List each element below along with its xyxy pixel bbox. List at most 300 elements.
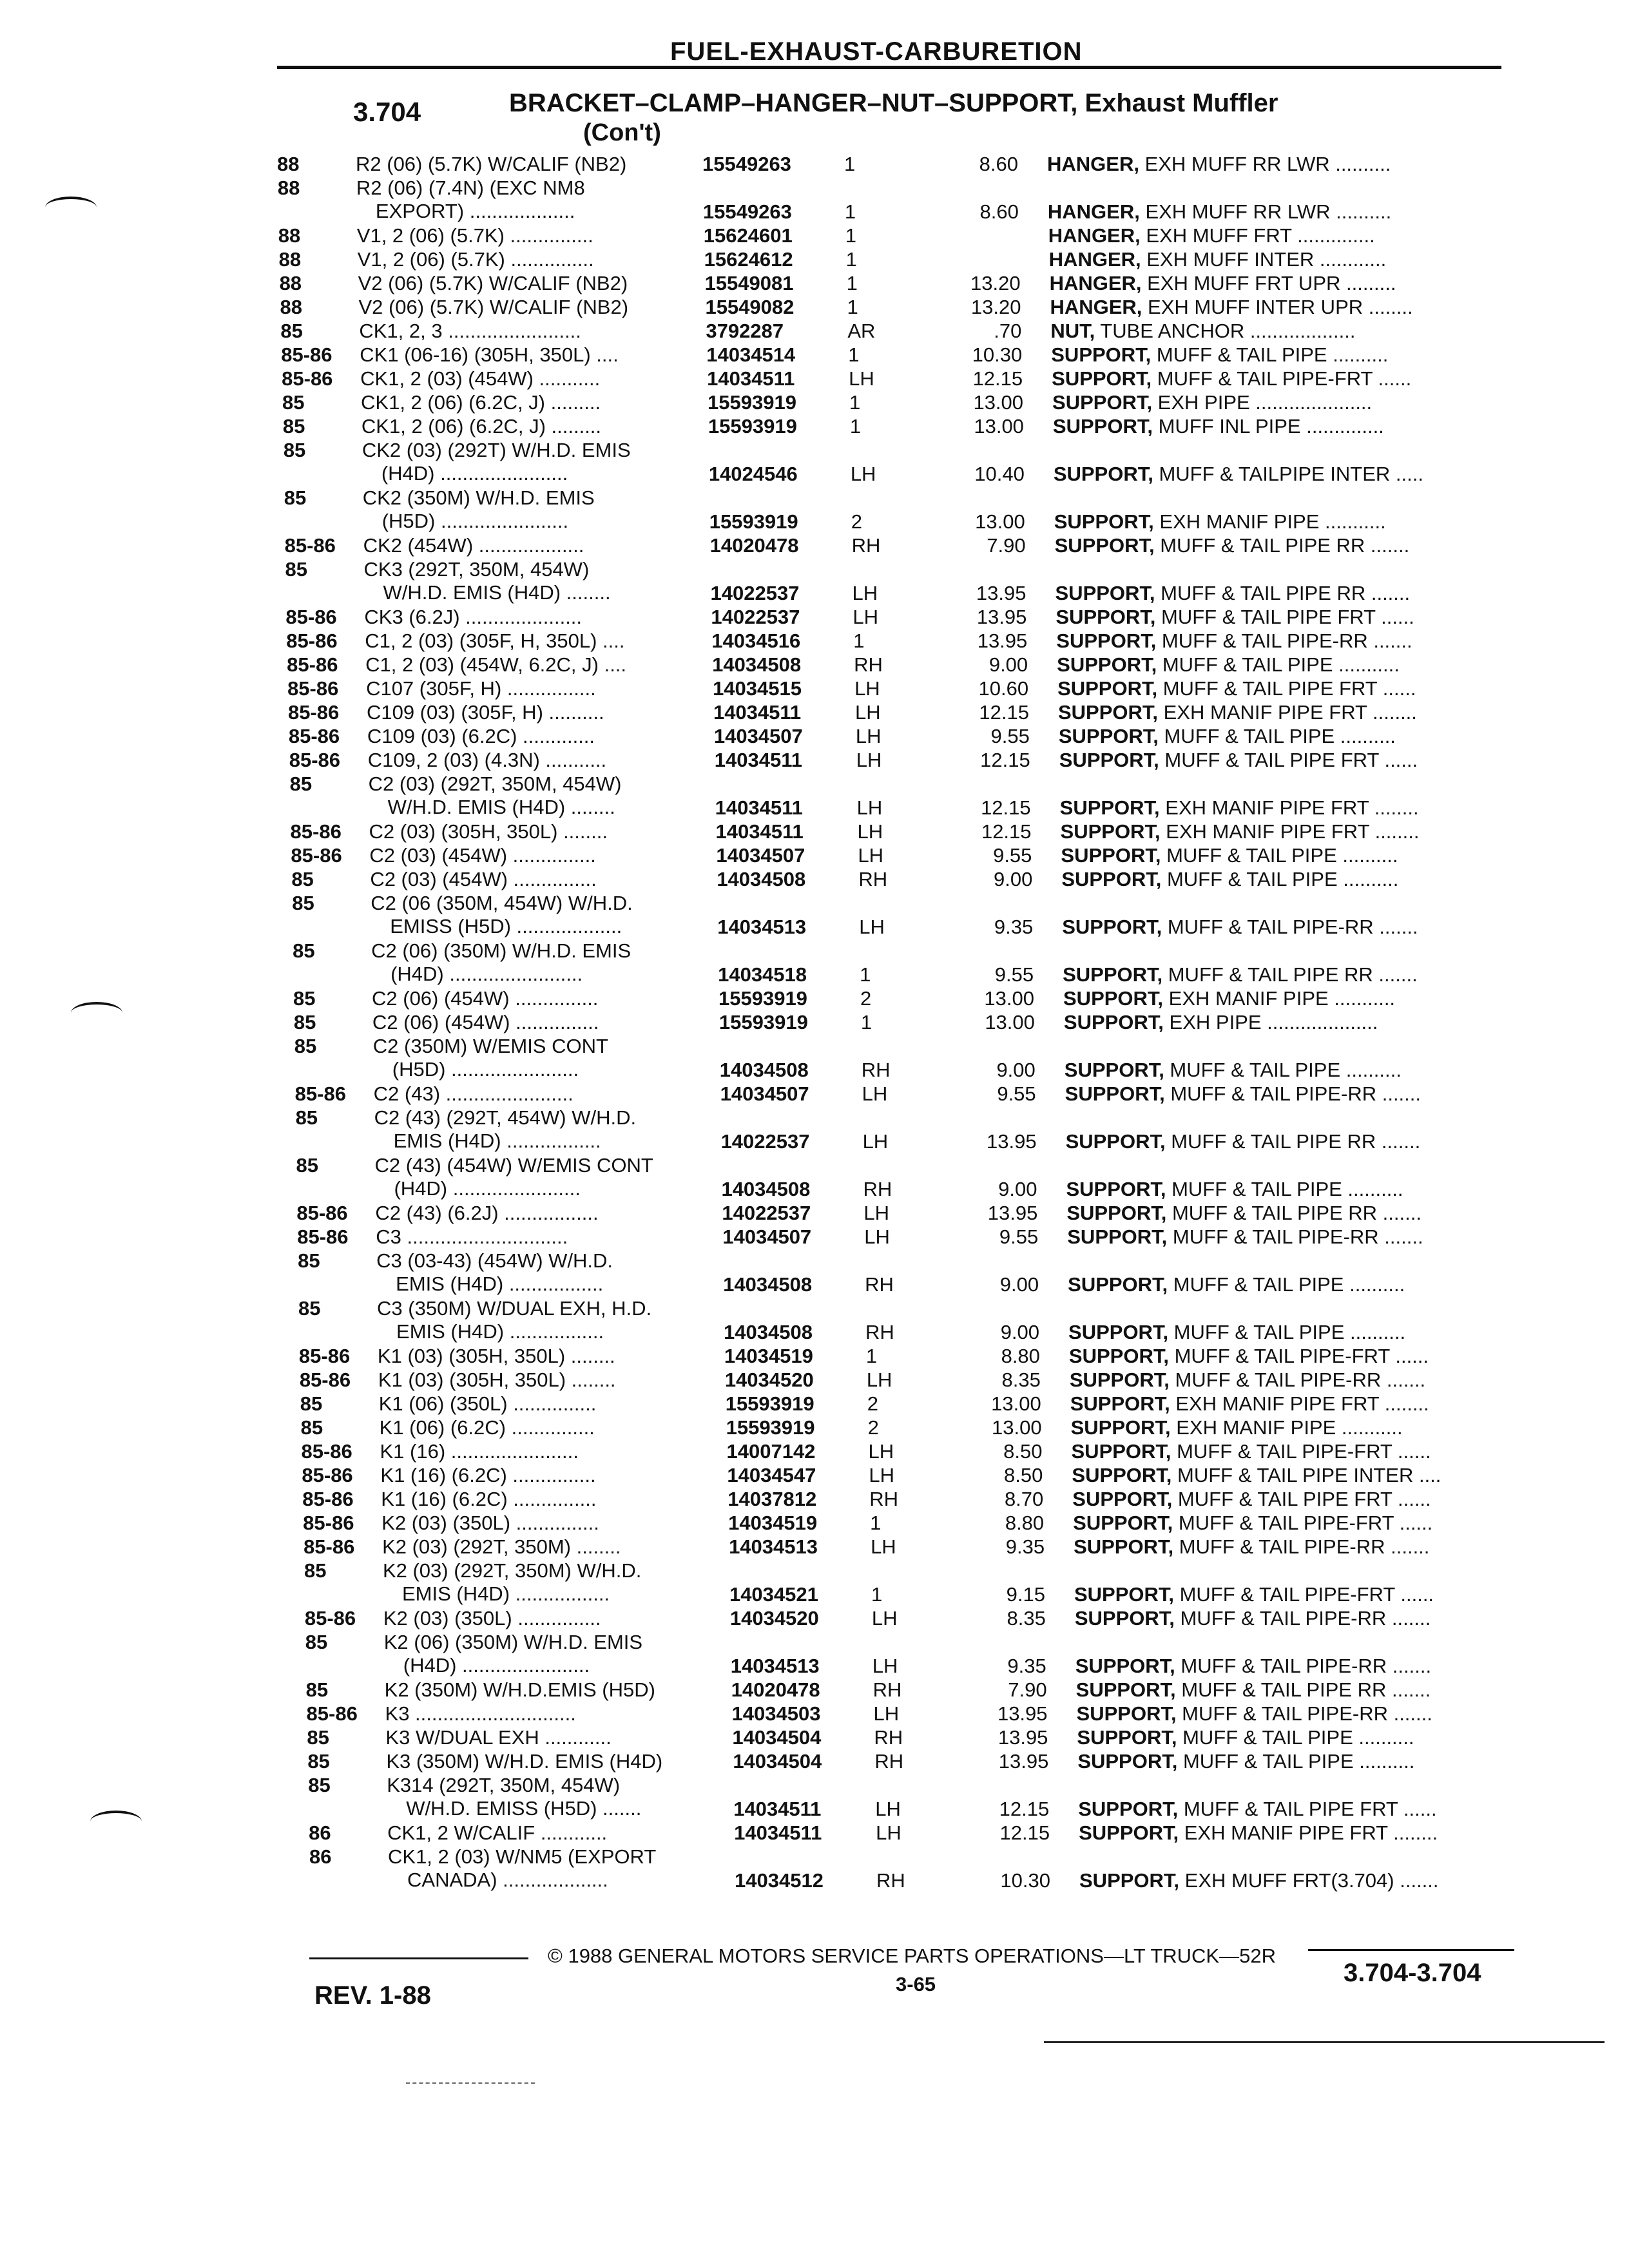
price: 9.00 xyxy=(998,1178,1037,1200)
quantity: LH xyxy=(856,796,883,819)
description-line: CK1, 2 (06) (6.2C, J) ......... xyxy=(361,415,602,437)
part-name xyxy=(1069,1345,1546,1368)
part-number: 3792287 xyxy=(706,320,784,342)
quantity: RH xyxy=(861,1059,891,1081)
section-number: 3.704 xyxy=(353,97,421,127)
description-line: C2 (06) (350M) W/H.D. EMIS xyxy=(371,939,631,962)
part-name-detail: EXH MANIF PIPE FRT ........ xyxy=(1179,1821,1438,1844)
model-year-code: 88 xyxy=(278,248,302,271)
quantity: LH xyxy=(850,463,876,485)
model-year-code: 85-86 xyxy=(281,343,333,366)
revision-label: REV. 1-88 xyxy=(314,1981,431,2010)
model-year-code: 85 xyxy=(298,1297,321,1320)
parts-row xyxy=(291,868,1554,892)
part-name-noun: SUPPORT, xyxy=(1075,1655,1175,1677)
part-name-noun: SUPPORT, xyxy=(1072,1488,1173,1510)
part-name-detail: MUFF & TAIL PIPE FRT ...... xyxy=(1157,677,1416,700)
price: 13.20 xyxy=(970,296,1021,318)
price: 13.95 xyxy=(987,1202,1038,1224)
price: 8.35 xyxy=(1007,1607,1046,1629)
part-name-noun: SUPPORT, xyxy=(1077,1726,1177,1749)
part-number: 14034504 xyxy=(733,1750,822,1773)
part-name-noun: HANGER, xyxy=(1047,200,1140,223)
description-line: (H4D) ........................ xyxy=(390,963,583,985)
description-line: C109, 2 (03) (4.3N) ........... xyxy=(367,749,607,771)
application-description xyxy=(386,1750,747,1773)
part-name xyxy=(1055,582,1532,605)
quantity: RH xyxy=(851,534,881,557)
part-name xyxy=(1077,1726,1554,1749)
part-number: 14022537 xyxy=(711,606,800,628)
quantity: LH xyxy=(854,677,880,700)
description-line: CK1, 2 (06) (6.2C, J) ......... xyxy=(361,391,601,414)
part-name-noun: SUPPORT, xyxy=(1073,1512,1173,1534)
part-name-detail: MUFF & TAIL PIPE .......... xyxy=(1166,1178,1403,1200)
price: 10.30 xyxy=(972,343,1023,366)
quantity: LH xyxy=(857,820,883,843)
part-name-detail: MUFF & TAIL PIPE-FRT ...... xyxy=(1152,367,1412,390)
quantity: LH xyxy=(875,1798,901,1820)
model-year-code: 85-86 xyxy=(286,629,338,652)
part-name-detail: MUFF & TAIL PIPE-RR ....... xyxy=(1176,1702,1432,1725)
model-year-code: 85 xyxy=(300,1392,323,1415)
price: 9.55 xyxy=(994,963,1034,986)
application-description xyxy=(375,1202,736,1225)
part-number: 14034508 xyxy=(723,1273,813,1296)
parts-row xyxy=(304,1559,1567,1607)
parts-row xyxy=(279,248,1542,272)
price: 12.15 xyxy=(999,1821,1050,1844)
footer-copyright: © 1988 GENERAL MOTORS SERVICE PARTS OPERATIONS—LT TRUCK—52R xyxy=(548,1945,1276,1967)
model-year-code: 85 xyxy=(305,1631,328,1653)
parts-row xyxy=(305,1607,1568,1631)
description-line: K2 (03) (350L) ............... xyxy=(383,1607,601,1629)
part-name-detail: MUFF & TAIL PIPE ........... xyxy=(1157,653,1400,676)
quantity: RH xyxy=(865,1273,894,1296)
description-line: K2 (03) (350L) ............... xyxy=(381,1512,599,1534)
quantity: 2 xyxy=(851,510,862,533)
quantity: 1 xyxy=(860,963,871,986)
price: 13.00 xyxy=(992,1416,1042,1439)
part-name-noun: SUPPORT, xyxy=(1055,606,1156,628)
parts-row xyxy=(294,1011,1557,1035)
quantity: RH xyxy=(876,1869,905,1892)
part-name-detail: EXH MUFF RR LWR .......... xyxy=(1139,200,1392,223)
application-description xyxy=(372,1011,733,1034)
parts-row xyxy=(281,343,1544,367)
parts-row xyxy=(302,1440,1565,1464)
parts-row xyxy=(293,987,1556,1011)
quantity: AR xyxy=(847,320,876,342)
part-name-noun: SUPPORT, xyxy=(1054,510,1154,533)
part-number: 15593919 xyxy=(718,987,807,1010)
description-line: K1 (16) ....................... xyxy=(380,1440,579,1463)
quantity: LH xyxy=(872,1655,898,1677)
parts-row xyxy=(301,1416,1564,1440)
application-description xyxy=(359,320,720,343)
part-name-noun: SUPPORT, xyxy=(1066,1202,1167,1224)
model-year-code: 85 xyxy=(298,1249,320,1272)
part-name-detail: EXH MANIF PIPE ........... xyxy=(1153,510,1386,533)
price: 13.00 xyxy=(974,415,1024,437)
price: 9.15 xyxy=(1006,1583,1045,1606)
model-year-code: 85-86 xyxy=(284,534,336,557)
part-name-noun: HANGER, xyxy=(1048,224,1141,247)
quantity: 1 xyxy=(845,224,857,247)
application-description xyxy=(366,677,727,700)
part-number: 14034511 xyxy=(713,701,802,724)
quantity: 1 xyxy=(845,248,857,271)
description-line: K1 (03) (305H, 350L) ........ xyxy=(378,1369,616,1391)
quantity: 2 xyxy=(867,1392,878,1415)
application-description xyxy=(365,653,726,677)
part-name-detail: EXH MANIF PIPE ........... xyxy=(1170,1416,1403,1439)
application-description xyxy=(358,248,718,271)
description-line: C2 (03) (292T, 350M, 454W) xyxy=(368,773,622,795)
description-line: K1 (06) (350L) ............... xyxy=(378,1392,597,1415)
part-name-noun: SUPPORT, xyxy=(1070,1392,1170,1415)
model-year-code: 85 xyxy=(293,987,316,1010)
part-name-noun: SUPPORT, xyxy=(1079,1821,1179,1844)
parts-row xyxy=(278,177,1541,224)
parts-row xyxy=(280,320,1543,343)
description-line: EMIS (H4D) ................. xyxy=(393,1129,601,1152)
description-line: C2 (06 (350M, 454W) W/H.D. xyxy=(371,892,633,914)
description-line: K3 ............................. xyxy=(385,1702,576,1725)
model-year-code: 85 xyxy=(282,391,305,414)
description-line: CK2 (454W) ................... xyxy=(363,534,584,557)
application-description xyxy=(382,1535,743,1559)
part-name xyxy=(1075,1655,1552,1678)
part-name-noun: SUPPORT, xyxy=(1059,749,1159,771)
part-name-detail: MUFF & TAIL PIPE .......... xyxy=(1177,1726,1414,1749)
section-title: BRACKET–CLAMP–HANGER–NUT–SUPPORT, Exhaust Muffler xyxy=(509,89,1278,117)
model-year-code: 85-86 xyxy=(290,820,342,843)
part-name xyxy=(1079,1821,1556,1845)
parts-row xyxy=(287,653,1550,677)
description-line: C2 (43) (292T, 454W) W/H.D. xyxy=(374,1106,637,1129)
part-name xyxy=(1058,701,1535,724)
description-line: CK1, 2 (03) W/NM5 (EXPORT xyxy=(388,1845,657,1868)
quantity: 2 xyxy=(867,1416,879,1439)
part-name xyxy=(1057,677,1534,700)
price: 9.00 xyxy=(988,653,1028,676)
description-line: V2 (06) (5.7K) W/CALIF (NB2) xyxy=(358,296,629,318)
parts-row xyxy=(299,1345,1562,1369)
parts-row xyxy=(291,844,1554,868)
parts-row xyxy=(292,892,1555,939)
parts-row xyxy=(296,1202,1559,1225)
model-year-code: 88 xyxy=(280,296,302,318)
part-name-noun: SUPPORT, xyxy=(1061,844,1161,867)
application-description xyxy=(385,1726,746,1749)
part-name-detail: MUFF & TAIL PIPE RR ....... xyxy=(1154,534,1410,557)
parts-row xyxy=(283,415,1546,439)
price: .70 xyxy=(994,320,1022,342)
quantity: 1 xyxy=(849,415,862,437)
application-description xyxy=(358,296,719,319)
model-year-code: 85-86 xyxy=(289,749,341,771)
scan-edge-line xyxy=(1044,2041,1605,2043)
model-year-code: 85 xyxy=(282,415,305,437)
part-name-detail: EXH MUFF FRT .............. xyxy=(1140,224,1375,247)
application-description xyxy=(387,1774,747,1820)
part-name xyxy=(1061,820,1537,843)
part-number: 14034511 xyxy=(707,367,795,390)
part-name-detail: MUFF & TAIL PIPE RR ....... xyxy=(1166,1202,1422,1224)
parts-row xyxy=(290,773,1553,820)
part-number: 14034508 xyxy=(719,1059,809,1081)
section-range: 3.704-3.704 xyxy=(1344,1959,1481,1987)
part-name xyxy=(1060,796,1537,820)
part-name-detail: EXH MUFF FRT UPR ......... xyxy=(1141,272,1396,294)
quantity: LH xyxy=(866,1369,892,1391)
part-name xyxy=(1053,415,1530,438)
description-line: C2 (43) ....................... xyxy=(373,1082,574,1105)
description-line: R2 (06) (7.4N) (EXC NM8 xyxy=(356,177,585,199)
price: 8.50 xyxy=(1003,1440,1043,1463)
description-line: K1 (03) (305H, 350L) ........ xyxy=(377,1345,615,1367)
price: 13.00 xyxy=(973,391,1024,414)
quantity: LH xyxy=(862,1130,889,1153)
application-description xyxy=(376,1249,737,1296)
application-description xyxy=(363,534,724,557)
description-line: C2 (06) (454W) ............... xyxy=(372,1011,599,1033)
model-year-code: 85-86 xyxy=(294,1082,346,1105)
description-line: C1, 2 (03) (454W, 6.2C, J) .... xyxy=(365,653,627,676)
part-name-noun: SUPPORT, xyxy=(1079,1869,1180,1892)
part-name-noun: SUPPORT, xyxy=(1074,1583,1174,1606)
model-year-code: 85 xyxy=(283,439,306,461)
price: 8.35 xyxy=(1001,1369,1041,1391)
application-description xyxy=(358,272,719,295)
part-name-detail: EXH MANIF PIPE FRT ........ xyxy=(1170,1392,1429,1415)
part-number: 14007142 xyxy=(726,1440,816,1463)
part-number: 14037812 xyxy=(728,1488,817,1510)
price: 9.55 xyxy=(997,1082,1036,1105)
application-description xyxy=(378,1345,738,1368)
price: 12.15 xyxy=(979,701,1029,724)
price: 13.20 xyxy=(970,272,1021,294)
part-name xyxy=(1050,320,1527,343)
parts-row xyxy=(285,534,1548,558)
model-year-code: 85-86 xyxy=(302,1464,353,1486)
part-name-noun: SUPPORT, xyxy=(1054,534,1155,557)
part-name-noun: SUPPORT, xyxy=(1069,1369,1170,1391)
part-name-detail: MUFF & TAIL PIPE-RR ....... xyxy=(1169,1369,1426,1391)
part-name-detail: EXH MANIF PIPE ........... xyxy=(1163,987,1396,1010)
part-number: 14020478 xyxy=(731,1678,820,1701)
part-name xyxy=(1070,1392,1547,1416)
model-year-code: 85 xyxy=(289,773,313,795)
quantity: RH xyxy=(865,1321,894,1343)
part-name xyxy=(1077,1702,1554,1725)
part-number: 14020478 xyxy=(709,534,799,557)
description-line: K1 (16) (6.2C) ............... xyxy=(380,1464,596,1486)
part-name xyxy=(1078,1798,1555,1821)
price: 12.15 xyxy=(980,749,1030,771)
description-line: C2 (03) (454W) ............... xyxy=(369,844,596,867)
parts-row xyxy=(296,1154,1559,1202)
part-name-noun: SUPPORT, xyxy=(1070,1416,1171,1439)
application-description xyxy=(381,1512,742,1535)
price: 13.95 xyxy=(998,1750,1049,1773)
model-year-code: 85 xyxy=(284,486,307,509)
price: 13.00 xyxy=(975,510,1025,533)
part-number: 15593919 xyxy=(708,391,796,414)
description-line: CK1, 2, 3 ........................ xyxy=(359,320,581,342)
description-line: K314 (292T, 350M, 454W) xyxy=(387,1774,621,1796)
part-name-noun: SUPPORT, xyxy=(1059,796,1160,819)
model-year-code: 85 xyxy=(291,868,314,890)
description-line: K2 (06) (350M) W/H.D. EMIS xyxy=(383,1631,643,1653)
application-description xyxy=(361,391,722,414)
part-number: 15593919 xyxy=(708,415,797,437)
part-number: 15549081 xyxy=(704,272,794,294)
price: 9.55 xyxy=(990,725,1030,747)
part-name xyxy=(1055,534,1532,557)
part-name-noun: SUPPORT, xyxy=(1068,1345,1169,1367)
model-year-code: 85 xyxy=(307,1726,329,1749)
part-name xyxy=(1066,1130,1543,1153)
quantity: 1 xyxy=(844,200,856,223)
price: 10.40 xyxy=(974,463,1025,485)
application-description xyxy=(385,1702,746,1725)
part-name xyxy=(1065,1082,1542,1106)
description-line: C2 (03) (305H, 350L) ........ xyxy=(369,820,608,843)
application-description xyxy=(373,1035,734,1081)
description-line: C1, 2 (03) (305F, H, 350L) .... xyxy=(365,629,625,652)
application-description xyxy=(387,1821,748,1845)
part-number: 14034504 xyxy=(732,1726,822,1749)
part-name-noun: SUPPORT, xyxy=(1068,1321,1169,1343)
model-year-code: 85-86 xyxy=(291,844,342,867)
price: 8.50 xyxy=(1004,1464,1043,1486)
part-name-noun: SUPPORT, xyxy=(1068,1273,1168,1296)
model-year-code: 85-86 xyxy=(285,606,337,628)
model-year-code: 85 xyxy=(304,1559,327,1582)
description-line: (H4D) ....................... xyxy=(394,1177,581,1200)
quantity: LH xyxy=(871,1535,896,1558)
part-name-detail: MUFF & TAILPIPE INTER ..... xyxy=(1153,463,1423,485)
part-name xyxy=(1051,343,1528,367)
description-line: CK2 (350M) W/H.D. EMIS xyxy=(362,486,595,509)
page-number: 3-65 xyxy=(896,1973,936,1995)
model-year-code: 88 xyxy=(277,177,300,199)
price: 7.90 xyxy=(1008,1678,1047,1701)
description-line: EMIS (H4D) ................. xyxy=(401,1582,610,1605)
part-name xyxy=(1072,1488,1549,1511)
part-number: 14034511 xyxy=(715,796,803,819)
part-number: 14034513 xyxy=(717,916,807,938)
application-description xyxy=(367,725,728,748)
part-number: 14024546 xyxy=(708,463,798,485)
part-name-detail: MUFF & TAIL PIPE .......... xyxy=(1161,868,1399,890)
model-year-code: 85-86 xyxy=(302,1488,354,1510)
part-number: 15593919 xyxy=(709,510,798,533)
price: 13.95 xyxy=(998,1726,1048,1749)
part-name-noun: SUPPORT, xyxy=(1065,1082,1165,1105)
part-name-detail: MUFF & TAIL PIPE FRT ...... xyxy=(1159,749,1418,771)
price: 13.00 xyxy=(991,1392,1041,1415)
quantity: 1 xyxy=(871,1583,883,1606)
part-number: 14034514 xyxy=(706,343,796,366)
quantity: 1 xyxy=(847,296,858,318)
part-name-noun: SUPPORT, xyxy=(1061,868,1162,890)
part-name-noun: SUPPORT, xyxy=(1065,1130,1166,1153)
description-line: K1 (16) (6.2C) ............... xyxy=(381,1488,597,1510)
model-year-code: 85-86 xyxy=(301,1440,352,1463)
part-number: 14034503 xyxy=(731,1702,821,1725)
description-line: C2 (43) (454W) W/EMIS CONT xyxy=(374,1154,653,1177)
model-year-code: 85 xyxy=(280,320,303,342)
parts-row xyxy=(295,1082,1558,1106)
part-name xyxy=(1050,296,1527,319)
part-name xyxy=(1063,963,1539,986)
model-year-code: 85 xyxy=(294,1035,317,1057)
scan-dash-mark xyxy=(406,2082,535,2084)
part-name xyxy=(1076,1678,1553,1702)
price: 9.55 xyxy=(999,1225,1039,1248)
part-name xyxy=(1077,1750,1554,1773)
price: 10.30 xyxy=(1000,1869,1050,1892)
parts-row xyxy=(280,296,1543,320)
part-number: 14034508 xyxy=(721,1178,811,1200)
part-name xyxy=(1070,1369,1547,1392)
description-line: K2 (03) (292T, 350M) W/H.D. xyxy=(382,1559,642,1582)
parts-row xyxy=(285,558,1548,606)
price: 13.95 xyxy=(997,1702,1048,1725)
part-name-noun: SUPPORT, xyxy=(1052,391,1153,414)
quantity: LH xyxy=(855,725,882,747)
part-name-detail: MUFF & TAIL PIPE .......... xyxy=(1151,343,1389,366)
part-name-noun: NUT, xyxy=(1050,320,1095,342)
part-name-noun: SUPPORT, xyxy=(1058,725,1159,747)
quantity: LH xyxy=(849,367,874,390)
parts-row xyxy=(309,1821,1572,1845)
parts-row xyxy=(288,701,1551,725)
application-description xyxy=(383,1607,744,1630)
part-name xyxy=(1062,916,1539,939)
part-number: 14034519 xyxy=(724,1345,813,1367)
price: 13.00 xyxy=(985,1011,1035,1033)
part-name xyxy=(1057,653,1534,677)
quantity: RH xyxy=(858,868,888,890)
model-year-code: 85-86 xyxy=(303,1512,354,1534)
part-name-detail: EXH MUFF FRT(3.704) ....... xyxy=(1179,1869,1439,1892)
part-name xyxy=(1056,629,1533,653)
parts-row xyxy=(284,439,1547,486)
price: 12.15 xyxy=(981,796,1031,819)
price: 9.35 xyxy=(1007,1655,1046,1677)
model-year-code: 85-86 xyxy=(287,677,339,700)
part-name-detail: MUFF & TAIL PIPE .......... xyxy=(1158,725,1396,747)
part-number: 14034515 xyxy=(713,677,802,700)
model-year-code: 85-86 xyxy=(299,1369,351,1391)
part-name-noun: SUPPORT, xyxy=(1078,1798,1179,1820)
part-name-noun: SUPPORT, xyxy=(1077,1750,1178,1773)
part-name-noun: SUPPORT, xyxy=(1064,1059,1164,1081)
quantity: 1 xyxy=(849,391,861,414)
quantity: LH xyxy=(876,1821,901,1844)
parts-row xyxy=(277,153,1540,177)
parts-row xyxy=(280,272,1543,296)
part-name xyxy=(1079,1869,1556,1892)
part-number: 14034507 xyxy=(713,725,803,747)
part-number: 14022537 xyxy=(710,582,800,604)
part-name xyxy=(1068,1321,1545,1344)
quantity: RH xyxy=(874,1726,903,1749)
